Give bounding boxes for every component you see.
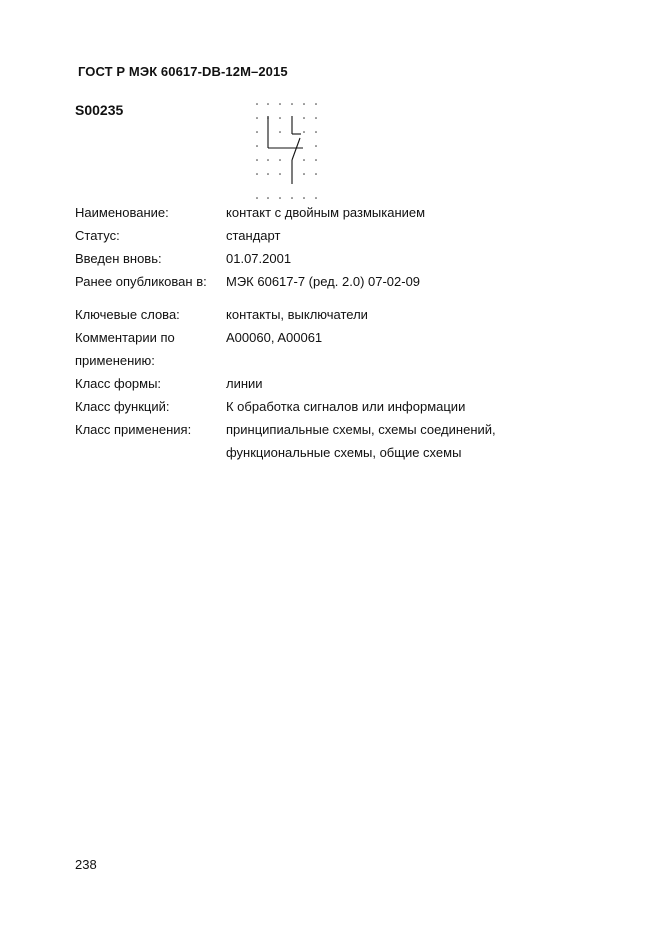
field-value: A00060, A00061 — [226, 330, 323, 345]
field-label: Комментарии по применению: — [75, 330, 175, 368]
field-value: МЭК 60617-7 (ред. 2.0) 07-02-09 — [226, 274, 421, 289]
field-value: 01.07.2001 — [226, 251, 292, 266]
field-label: Введен вновь: — [75, 251, 162, 266]
field-value: контакты, выключатели — [226, 307, 368, 322]
symbol-lines — [268, 116, 303, 184]
field-value: контакт с двойным размыканием — [226, 205, 426, 220]
field-value: линии — [226, 376, 263, 391]
field-label: Ключевые слова: — [75, 307, 180, 322]
field-label: Ранее опубликован в: — [75, 274, 207, 289]
field-value: К обработка сигналов или информации — [226, 399, 466, 414]
field-value: стандарт — [226, 228, 281, 243]
double-break-contact-symbol-icon — [250, 98, 326, 204]
field-label: Класс формы: — [75, 376, 162, 391]
field-value: принципиальные схемы, схемы соединений, функциональные схемы, общие схемы — [226, 422, 496, 460]
document-header: ГОСТ Р МЭК 60617-DB-12M–2015 — [78, 64, 288, 79]
field-label: Наименование: — [75, 205, 169, 220]
symbol-id: S00235 — [75, 102, 124, 118]
field-label: Класс применения: — [75, 422, 192, 437]
symbol-grid — [256, 103, 317, 199]
page-number: 238 — [75, 857, 97, 872]
field-label: Статус: — [75, 228, 120, 243]
field-label: Класс функций: — [75, 399, 170, 414]
